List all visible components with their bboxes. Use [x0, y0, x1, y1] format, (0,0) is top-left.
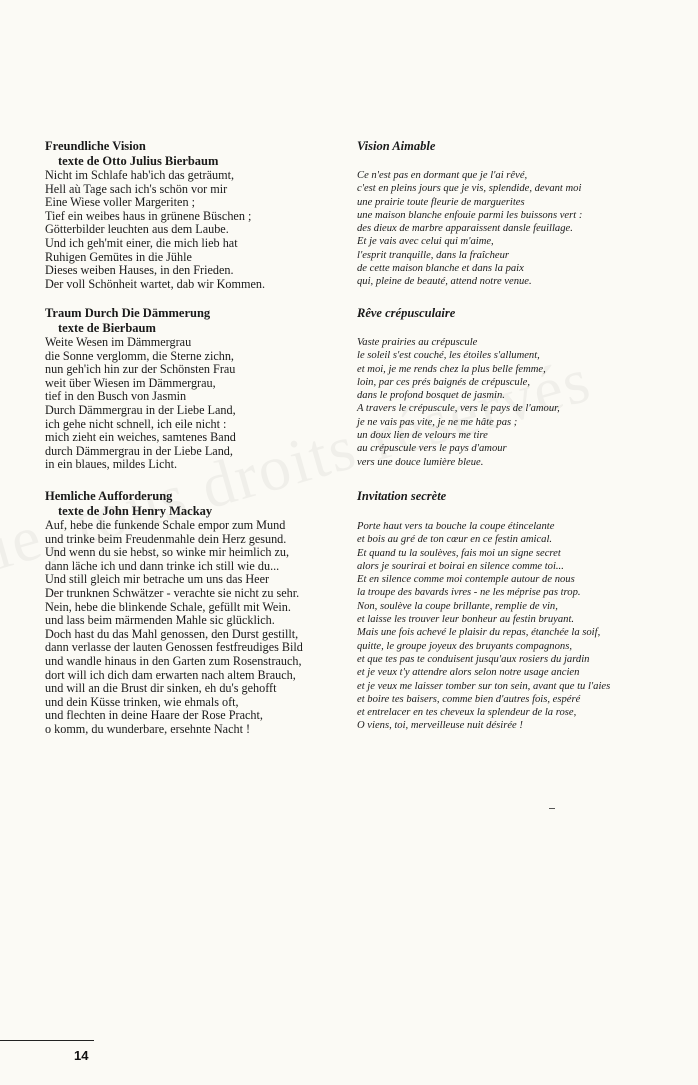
poem-lines	[357, 336, 560, 469]
poem-line: alors je sourirai et boirai en silence comme toi...	[357, 560, 564, 572]
poem-line: in ein blaues, mildes Licht.	[45, 457, 178, 472]
poem-lines	[45, 169, 265, 291]
poem-line: une maison blanche enfouie parmi les buissons vert :	[357, 209, 583, 221]
poem-line: un doux lien de velours me tire	[357, 430, 488, 442]
poem-line: Nicht im Schlafe hab'ich das geträumt,	[45, 168, 235, 182]
poem-line: dann verlasse der lauten Genossen festfreudiges Bild	[45, 640, 303, 655]
poem-title: Rêve crépusculaire	[357, 306, 456, 320]
poem-line: und lass beim märmenden Mahle sic glücklich.	[45, 613, 275, 628]
poem-line: des dieux de marbre apparaissent dansle feuillage.	[357, 223, 573, 235]
poem-line: durch Dämmergrau in der Liebe Land,	[45, 443, 233, 458]
poem-line: dort will ich dich dam erwarten nach altem Brauch,	[45, 667, 296, 682]
poem-line: Non, soulève la coupe brillante, remplie de vin,	[357, 600, 558, 612]
poem-author: texte de John Henry Mackay	[58, 504, 213, 518]
poem-line: de cette maison blanche et dans la paix	[357, 263, 524, 275]
poem-line: Vaste prairies au crépuscule	[357, 337, 478, 348]
poem-line: Der trunknen Schwätzer - verachte sie nicht zu sehr.	[45, 585, 300, 600]
poem-line: weit über Wiesen im Dämmergrau,	[45, 375, 216, 390]
poem-line: et je veux t'y attendre alors selon notre usage ancien	[357, 667, 580, 679]
poem-author: texte de Otto Julius Bierbaum	[58, 154, 219, 168]
poem-lines	[357, 520, 610, 733]
poem-line: Mais une fois achevé le plaisir du repas, étanchée la soif,	[357, 627, 601, 639]
poem-line: et boire tes baisers, comme bien d'autres fois, espéré	[357, 693, 581, 705]
poem-line: O viens, toi, merveilleuse nuit désirée !	[357, 720, 523, 732]
poem-line: Et je vais avec celui qui m'aime,	[357, 236, 494, 248]
poem-line: Und ich geh'mit einer, die mich lieb hat	[45, 235, 238, 250]
poem-line: et bois au gré de ton cœur en ce festin amical.	[357, 534, 553, 546]
page-number: 14	[74, 1048, 89, 1063]
poem-line: Götterbilder leuchten aus dem Laube.	[45, 222, 229, 237]
poem-line: loin, par ces prés baignés de crépuscule,	[357, 376, 530, 388]
poem-line: et laisse les trouver leur bonheur au festin bruyant.	[357, 614, 575, 626]
poem-line: A travers le crépuscule, vers le pays de l'amour,	[357, 403, 560, 415]
poem-line: Und still gleich mir betrache um uns das Heer	[45, 572, 270, 587]
poem-fr-2	[357, 305, 560, 469]
poem-line: und flechten in deine Haare der Rose Pracht,	[45, 708, 263, 723]
poem-line: Und wenn du sie hebst, so winke mir heimlich zu,	[45, 545, 290, 560]
poem-line: le soleil s'est couché, les étoiles s'allument,	[357, 350, 540, 362]
poem-line: mich zieht ein weiches, samtenes Band	[45, 430, 236, 445]
poem-line: Durch Dämmergrau in der Liebe Land,	[45, 402, 236, 417]
poem-line: je ne vais pas vite, je ne me hâte pas ;	[357, 416, 518, 428]
poem-line: o komm, du wunderbare, ersehnte Nacht !	[45, 721, 251, 736]
poem-de-1	[45, 138, 265, 291]
poem-line: Et quand tu la soulèves, fais moi un signe secret	[357, 547, 561, 559]
poem-title: Hemliche Aufforderung	[45, 489, 173, 503]
poem-line: die Sonne verglomm, die Sterne zichn,	[45, 348, 234, 363]
poem-line: und trinke beim Freudenmahle dein Herz gesund.	[45, 531, 287, 546]
poem-line: c'est en pleins jours que je vis, splendide, devant moi	[357, 183, 582, 195]
poem-line: und will an die Brust dir sinken, eh du's gehofft	[45, 681, 277, 696]
poem-line: Ruhigen Gemütes in die Jühle	[45, 249, 192, 264]
poem-line: Tief ein weibes haus in grünene Büschen ;	[45, 208, 252, 223]
poem-line: Porte haut vers ta bouche la coupe étincelante	[357, 521, 555, 532]
poem-line: l'esprit tranquille, dans la fraîcheur	[357, 249, 510, 261]
poem-line: au crépuscule vers le pays d'amour	[357, 443, 507, 455]
poem-line: Ce n'est pas en dormant que je l'ai rêvé,	[357, 170, 528, 181]
poem-line: vers une douce lumière bleue.	[357, 456, 484, 468]
poem-line: qui, pleine de beauté, attend notre venue.	[357, 276, 532, 288]
poem-fr-3	[357, 488, 610, 733]
poem-line: ich gehe nicht schnell, ich eile nicht :	[45, 416, 227, 431]
poem-line: et que tes pas te conduisent jusqu'aux rosiers du jardin	[357, 653, 590, 665]
poem-line: Nein, hebe die blinkende Schale, gefüllt mit Wein.	[45, 599, 291, 614]
poem-line: Weite Wesen im Dämmergrau	[45, 335, 192, 349]
poem-line: tief in den Busch von Jasmin	[45, 389, 187, 404]
stray-mark	[549, 808, 555, 809]
poem-title: Vision Aimable	[357, 139, 436, 153]
poem-line: et moi, je me rends chez la plus belle femme,	[357, 363, 546, 375]
poem-line: la troupe des bavards ivres - ne les méprise pas trop.	[357, 587, 581, 599]
poem-line: Hell aù Tage sach ich's schön vor mir	[45, 181, 228, 196]
poem-title: Freundliche Vision	[45, 139, 146, 153]
poem-line: quitte, le groupe joyeux des bruyants compagnons,	[357, 640, 572, 652]
poem-line: Eine Wiese voller Margeriten ;	[45, 195, 195, 210]
poem-line: Der voll Schönheit wartet, dab wir Kommen.	[45, 276, 265, 291]
poem-line: dans le profond bosquet de jasmin.	[357, 390, 505, 402]
poem-author: texte de Bierbaum	[58, 321, 156, 335]
poem-line: Doch hast du das Mahl genossen, den Durst gestillt,	[45, 626, 299, 641]
poem-line: Et en silence comme moi contemple autour de nous	[357, 574, 575, 586]
poem-line: und wandle hinaus in den Garten zum Rosenstrauch,	[45, 653, 302, 668]
poem-lines	[45, 519, 303, 737]
poem-lines	[45, 336, 236, 472]
poem-title: Traum Durch Die Dämmerung	[45, 306, 211, 320]
poem-de-3	[45, 488, 303, 737]
poem-title: Invitation secrète	[357, 489, 447, 503]
poem-line: dann läche ich und dann trinke ich still wie du...	[45, 558, 280, 573]
poem-line: nun geh'ich hin zur der Schönsten Frau	[45, 362, 236, 377]
poem-line: Dieses weiben Hauses, in den Frieden.	[45, 263, 234, 278]
footer-rule	[0, 1040, 94, 1041]
poem-fr-1	[357, 138, 582, 289]
poem-line: und dein Küsse trinken, wie ehmals oft,	[45, 694, 239, 709]
poem-line: Auf, hebe die funkende Schale empor zum Mund	[45, 518, 286, 532]
poem-line: une prairie toute fleurie de marguerites	[357, 196, 525, 208]
poem-de-2	[45, 305, 236, 472]
poem-line: et je veux me laisser tomber sur ton sein, avant que tu l'aies	[357, 680, 611, 692]
poem-line: et entrelacer en tes cheveux la splendeur de la rose,	[357, 707, 577, 719]
poem-lines	[357, 169, 582, 289]
